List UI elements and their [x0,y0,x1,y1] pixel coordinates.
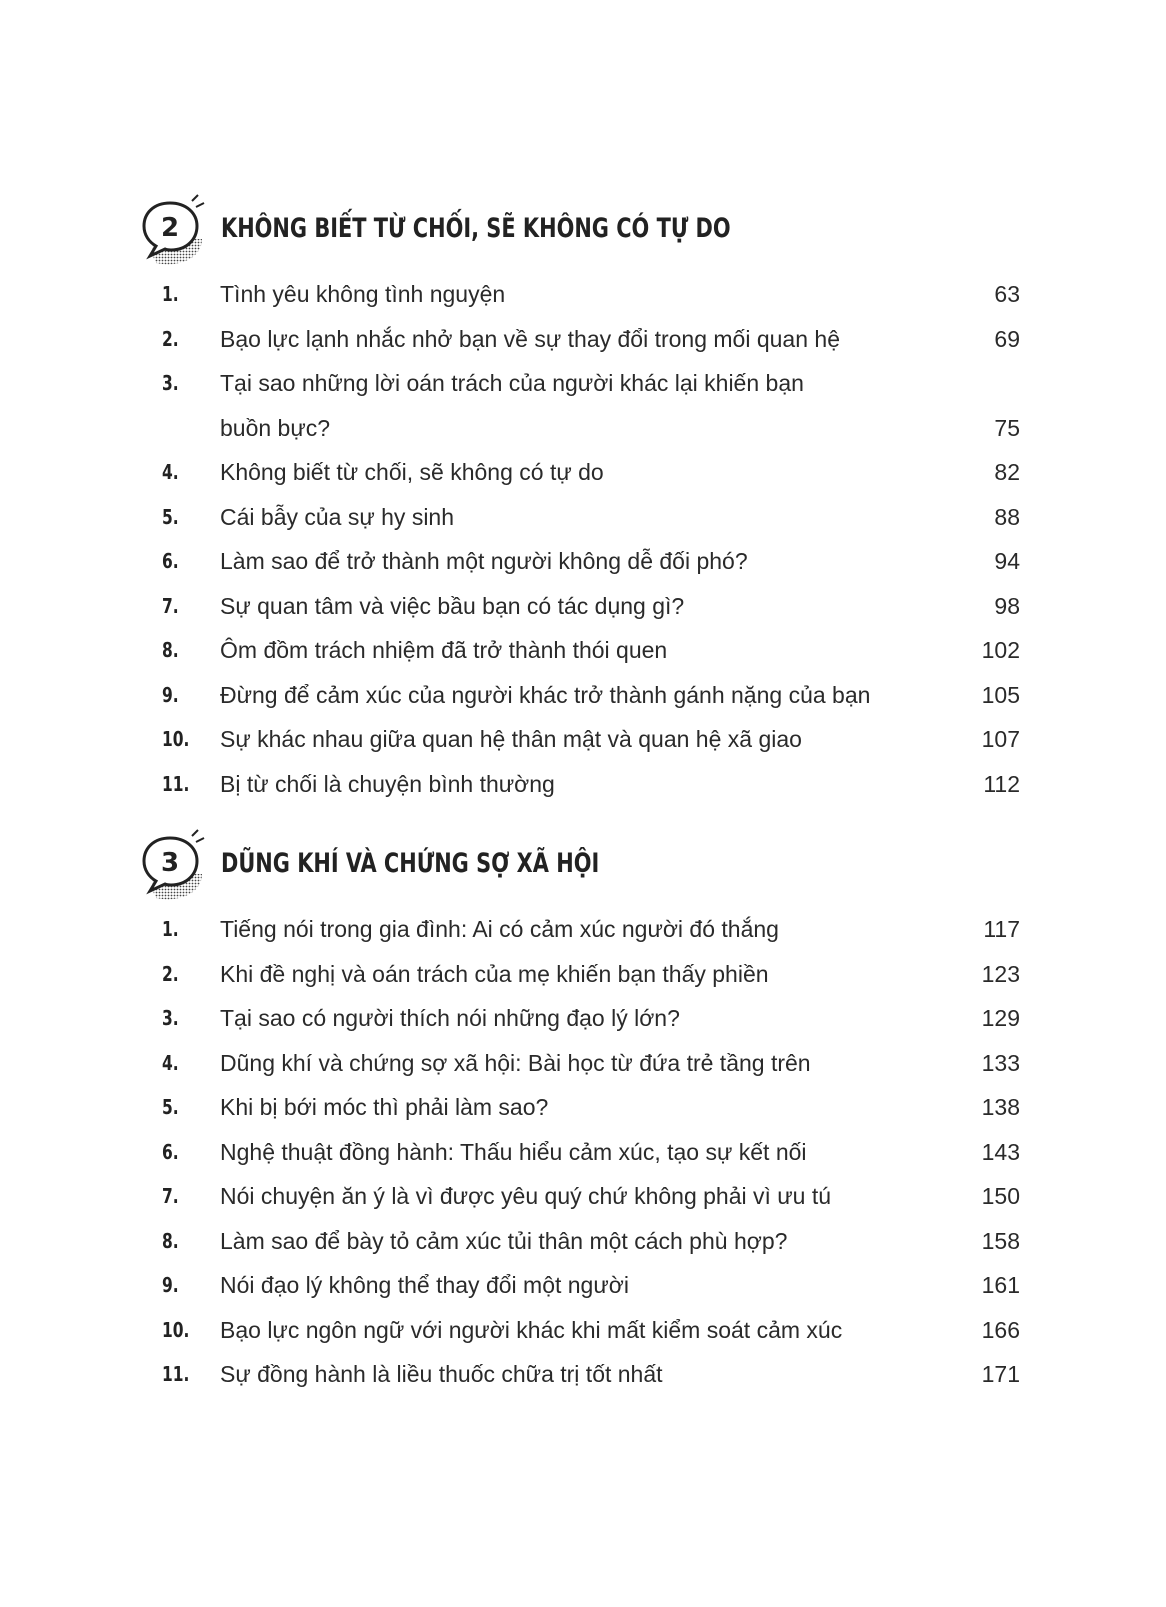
entry-title: Bạo lực lạnh nhắc nhở bạn về sự thay đổi trong mối quan hệ [220,325,840,352]
entry-number: 11. [162,1362,190,1386]
entry-number: 7. [162,1184,179,1208]
entry-page-number: 143 [981,1138,1020,1165]
toc-entry[interactable] [140,317,1020,362]
chapter-number-badge-icon [140,193,212,271]
toc-entry[interactable] [140,1219,1020,1264]
entry-page-number: 138 [981,1094,1020,1120]
entry-number: 2. [162,961,179,986]
entry-page-number: 117 [983,916,1020,942]
entry-page-number: 107 [981,726,1020,752]
entry-title: Sự đồng hành là liều thuốc chữa trị tốt nhất [220,1361,663,1387]
chapter-number-badge-icon [140,828,212,906]
entry-title: Làm sao để bày tỏ cảm xúc tủi thân một cách phù hợp? [220,1227,788,1254]
entry-title: Dũng khí và chứng sợ xã hội: Bài học từ đứa trẻ tầng trên [220,1049,811,1076]
toc-entry[interactable] [140,952,1020,997]
toc-entry[interactable] [140,996,1020,1041]
entry-page-number: 171 [981,1361,1020,1387]
entry-number: 9. [162,682,179,707]
toc-entry[interactable] [140,673,1020,718]
entry-number: 3. [162,1006,179,1030]
toc-entry[interactable] [140,907,1020,952]
entry-number: 3. [162,371,179,395]
entry-title: Sự khác nhau giữa quan hệ thân mật và quan hệ xã giao [220,726,802,752]
entry-page-number: 94 [994,548,1020,574]
chapter-header [140,193,1020,273]
toc-entry[interactable] [140,762,1020,807]
entry-number: 6. [162,549,179,573]
toc-entry[interactable] [140,584,1020,629]
entry-number: 5. [162,1095,179,1119]
toc-entry[interactable] [140,495,1020,540]
chapter-section [140,193,1020,806]
entry-page-number: 105 [981,681,1020,708]
entry-title: Tiếng nói trong gia đình: Ai có cảm xúc người đó thắng [220,916,779,942]
entry-number: 10. [162,1317,190,1342]
toc-entry[interactable] [140,1263,1020,1308]
entry-page-number: 112 [983,770,1020,797]
entry-number: 9. [162,1273,179,1297]
toc-list [140,907,1020,1397]
toc-entry[interactable] [140,1308,1020,1353]
entry-page-number: 69 [994,325,1020,352]
entry-number: 8. [162,638,179,662]
entry-page-number: 82 [994,459,1020,485]
entry-title: Khi đề nghị và oán trách của mẹ khiến bạn thấy phiền [220,960,769,987]
chapter-number: 3 [160,848,180,878]
entry-number: 4. [162,1050,179,1075]
entry-title: Tại sao có người thích nói những đạo lý lớn? [220,1005,680,1031]
entry-title: Cái bẫy của sự hy sinh [220,503,455,530]
entry-page-number: 133 [981,1049,1020,1076]
entry-number: 10. [162,727,190,751]
entry-title: Sự quan tâm và việc bầu bạn có tác dụng gì? [220,592,685,619]
toc-list [140,272,1020,806]
toc-entry[interactable] [140,717,1020,762]
entry-title: Ôm đồm trách nhiệm đã trở thành thói quen [220,637,668,663]
chapter-section [140,828,1020,1397]
entry-page-number: 75 [994,414,1020,441]
entry-number: 4. [162,460,179,484]
entry-page-number: 88 [994,503,1020,530]
entry-number: 11. [162,771,190,796]
toc-entry[interactable] [140,361,1020,450]
entry-title: Khi bị bới móc thì phải làm sao? [220,1094,549,1120]
entry-page-number: 158 [981,1227,1020,1254]
toc-entry[interactable] [140,272,1020,317]
entry-page-number: 161 [981,1272,1020,1298]
entry-page-number: 129 [981,1005,1020,1031]
entry-number: 1. [162,917,179,941]
entry-page-number: 150 [981,1183,1020,1209]
toc-entry[interactable] [140,1085,1020,1130]
chapter-title: KHÔNG BIẾT TỪ CHỐI, SẼ KHÔNG CÓ TỰ DO [221,213,731,244]
entry-page-number: 98 [994,592,1020,619]
toc-entry[interactable] [140,539,1020,584]
entry-number: 6. [162,1139,179,1164]
chapter-header [140,828,1020,908]
entry-title: Tại sao những lời oán trách của người khác lại khiến bạn buồn bực? [220,370,804,441]
entry-title: Không biết từ chối, sẽ không có tự do [220,459,604,485]
entry-page-number: 123 [981,960,1020,987]
entry-title: Nói chuyện ăn ý là vì được yêu quý chứ không phải vì ưu tú [220,1183,832,1209]
entry-title: Nói đạo lý không thể thay đổi một người [220,1272,629,1298]
entry-page-number: 166 [981,1316,1020,1343]
entry-title: Nghệ thuật đồng hành: Thấu hiểu cảm xúc, tạo sự kết nối [220,1138,807,1165]
entry-title: Làm sao để trở thành một người không dễ đối phó? [220,548,748,574]
chapter-number: 2 [160,213,180,243]
entry-title: Đừng để cảm xúc của người khác trở thành gánh nặng của bạn [220,681,871,708]
toc-entry[interactable] [140,1130,1020,1175]
entry-title: Tình yêu không tình nguyện [220,281,506,307]
entry-page-number: 102 [981,637,1020,663]
entry-title: Bị từ chối là chuyện bình thường [220,770,555,797]
entry-number: 5. [162,504,179,529]
toc-entry[interactable] [140,1352,1020,1397]
entry-number: 1. [162,282,179,306]
toc-entry[interactable] [140,1041,1020,1086]
toc-entry[interactable] [140,628,1020,673]
entry-page-number: 63 [994,281,1020,307]
toc-entry[interactable] [140,1174,1020,1219]
entry-number: 7. [162,593,179,618]
entry-title: Bạo lực ngôn ngữ với người khác khi mất kiểm soát cảm xúc [220,1316,843,1343]
entry-number: 8. [162,1228,179,1253]
toc-entry[interactable] [140,450,1020,495]
entry-number: 2. [162,326,179,351]
chapter-title: DŨNG KHÍ VÀ CHỨNG SỢ XÃ HỘI [221,848,600,879]
